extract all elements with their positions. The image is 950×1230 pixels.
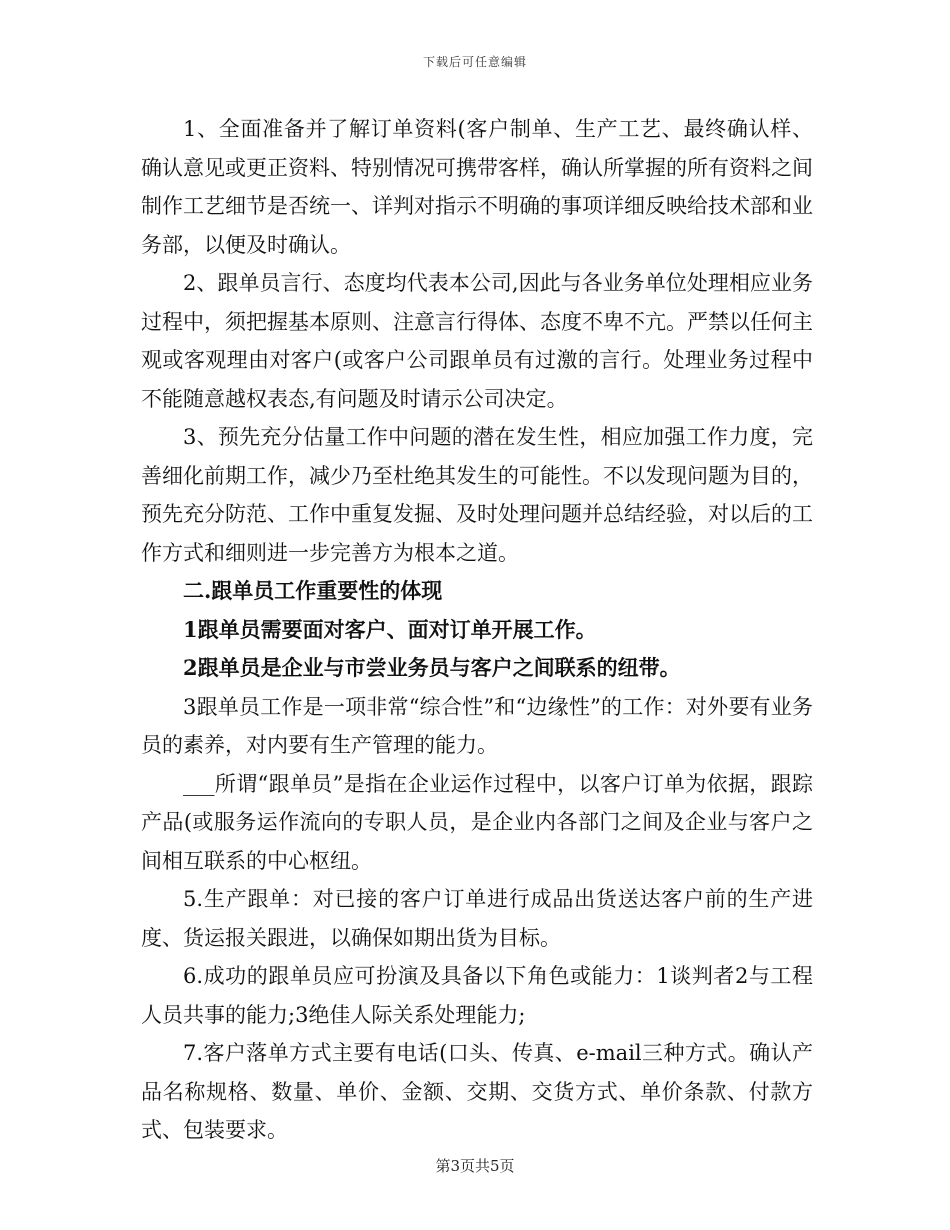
paragraph-definition: ___所谓“跟单员”是指在企业运作过程中，以客户订单为依据，跟踪产品(或服务运作流向的专职人员，是企业内各部门之间及企业与客户之间相互联系的中心枢纽。 [141, 771, 813, 873]
page-footer: 第3页共5页 [435, 1157, 515, 1175]
bold-point-1: 1跟单员需要面对客户、面对订单开展工作。 [183, 616, 597, 642]
bold-point-2: 2跟单员是企业与市尝业务员与客户之间联系的纽带。 [183, 655, 681, 680]
document-body [141, 110, 813, 1150]
paragraph-1: 1、全面准备并了解订单资料(客户制单、生产工艺、最终确认样、确认意见或更正资料、特别情况可携带客样，确认所掌握的所有资料之间制作工艺细节是否统一、详判对指示不明确的事项详细反映给技术部和业务部，以便及时确认。 [141, 117, 813, 257]
paragraph-3: 3、预先充分估量工作中问题的潜在发生性，相应加强工作力度，完善细化前期工作，减少乃至杜绝其发生的可能性。不以发现问题为目的，预先充分防范、工作中重复发掘、及时处理问题并总结经验，对以后的工作方式和细则进一步完善方为根本之道。 [141, 425, 813, 565]
paragraph-point-7: 7.客户落单方式主要有电话(口头、传真、e-mail三种方式。确认产品名称规格、数量、单价、金额、交期、交货方式、单价条款、付款方式、包装要求。 [141, 1041, 813, 1142]
page-header: 下载后可任意编辑 [422, 55, 527, 69]
paragraph-point-5: 5.生产跟单：对已接的客户订单进行成品出货送达客户前的生产进度、货运报关跟进，以确保如期出货为目标。 [141, 887, 813, 950]
paragraph-point-6: 6.成功的跟单员应可扮演及具备以下角色或能力：1谈判者2与工程人员共事的能力;3绝佳人际关系处理能力; [141, 964, 813, 1027]
paragraph-2: 2、跟单员言行、态度均代表本公司,因此与各业务单位处理相应业务过程中，须把握基本原则、注意言行得体、态度不卑不亢。严禁以任何主观或客观理由对客户(或客户公司跟单员有过激的言行。处理业务过程中不能随意越权表态,有问题及时请示公司决定。 [141, 271, 813, 411]
section-heading: 二.跟单员工作重要性的体现 [183, 578, 443, 603]
paragraph-point-3: 3跟单员工作是一项非常“综合性”和“边缘性”的工作：对外要有业务员的素养，对内要有生产管理的能力。 [141, 694, 813, 757]
